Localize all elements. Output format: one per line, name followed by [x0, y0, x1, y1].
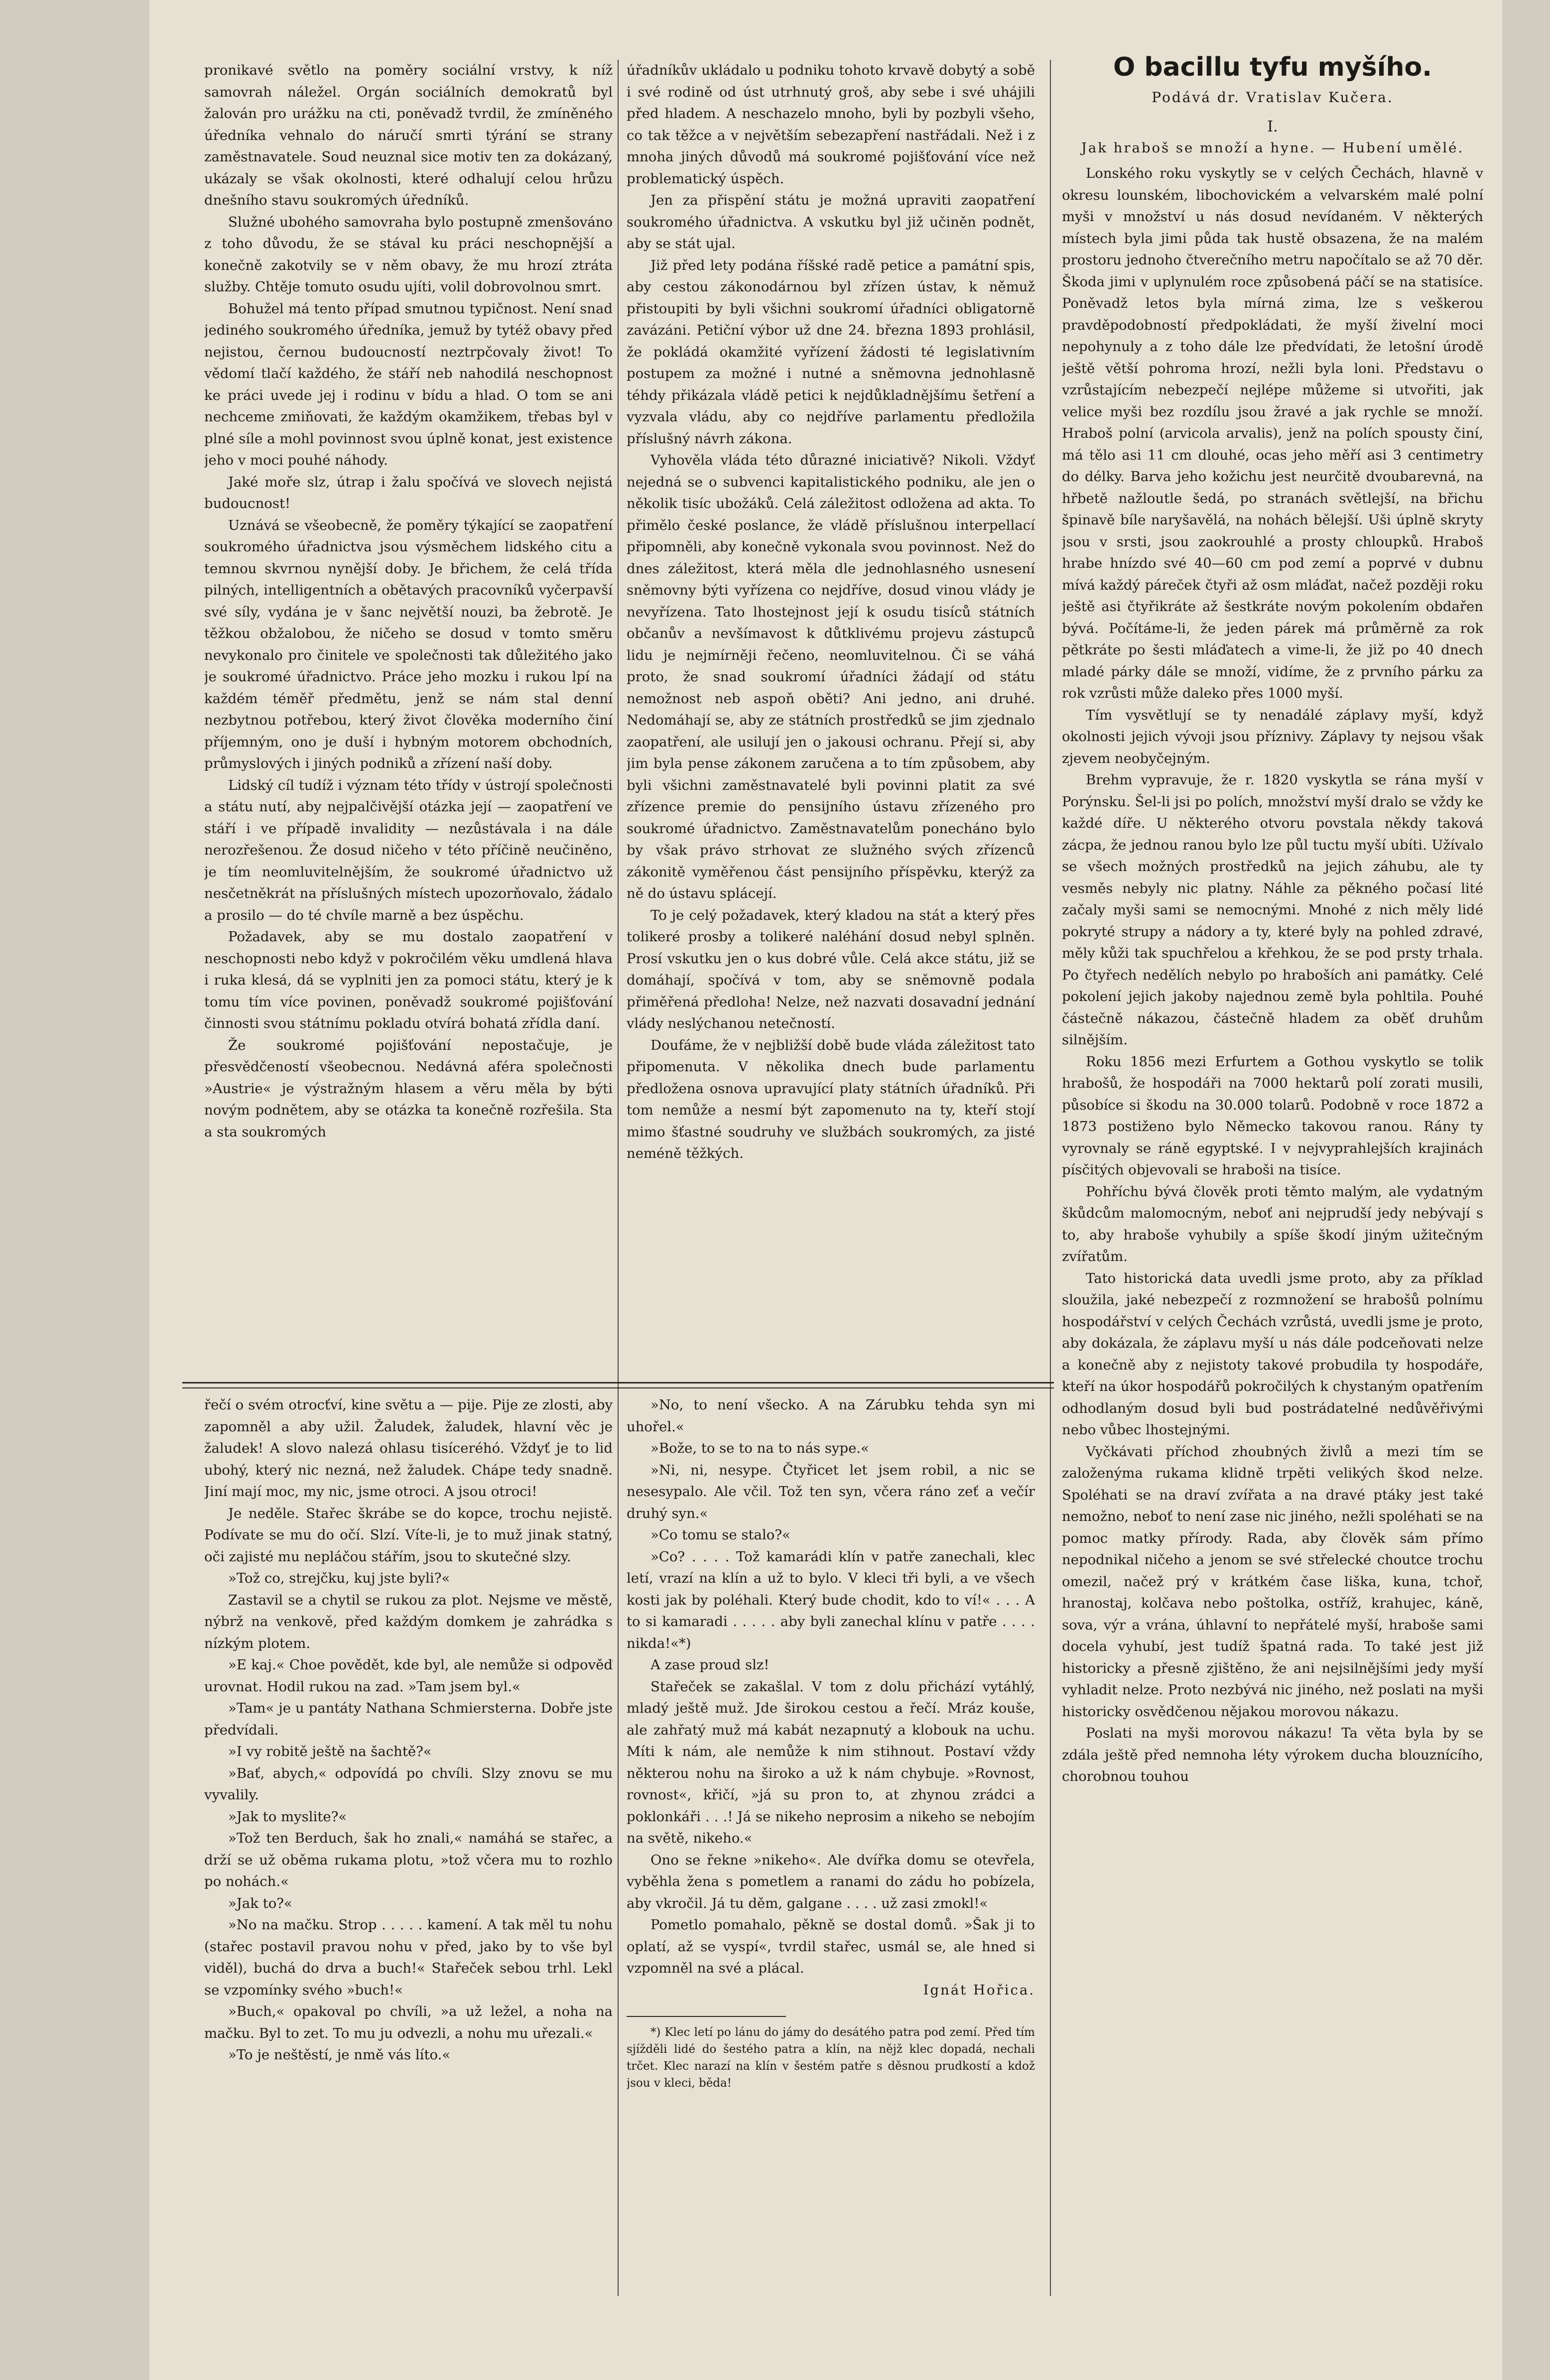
paragraph: »Ni, ni, nesype. Čtyřicet let jsem robil, a nic se nesesypalo. Ale včil. Tož ten syn, včera ráno zeť a večír druhý syn.« [627, 1462, 1035, 1521]
paragraph: »Co? . . . . Tož kamarádi klín v patře zanechali, klec letí, vrazí na klín a už to bylo. V kleci tři byli, a ve všech kosti jak by poléhali. Který bude chodit, kdo to ví!« . . . A to si kamaradi . . . . . aby byli zanechal klínu v patře . . . . nikda!«*) [627, 1548, 1035, 1651]
paragraph: Pometlo pomahalo, pěkně se dostal domů. »Šak ji to oplatí, až se vyspí«, tvrdil stařec, usmál se, ale hned si vzpomněl na své a plácal. [627, 1917, 1035, 1976]
paragraph: úřadníkův ukládalo u podniku tohoto krvavě dobytý a sobě i své rodině od úst utrhnutý groš, aby sebe i své uhájili před hladem. A neschazelo mnoho, byli by pozbyli všeho, co tak těžce a v největším sebezapření nastřádali. Než i z mnoha jiných důvodů má soukromé pojišťování více než problematický úspěch. [627, 62, 1035, 187]
paragraph: »I vy robitě ještě na šachtě?« [228, 1744, 432, 1759]
article-title: O bacillu tyfu myšího. [1113, 52, 1432, 82]
column-1-upper [204, 60, 613, 1375]
author-signature: Ignát Hořica. [923, 1982, 1035, 1998]
column-divider-1 [618, 60, 619, 2296]
paragraph: Jaké moře slz, útrap i žalu spočívá ve slovech nejistá budoucnost! [204, 474, 613, 511]
paragraph: Poslati na myši morovou nákazu! Ta věta byla by se zdála ještě před nemnoha léty výrokem ducha blouznícího, chorobnou touhou [1062, 1725, 1483, 1784]
paragraph: Jen za přispění státu je možná upraviti zaopatření soukromého úřadnictva. A vskutku byl již učiněn podnět, aby se stát ujal. [627, 192, 1035, 251]
column-1-lower [204, 1394, 613, 2371]
paragraph: »Bože, to se to na to nás sype.« [650, 1440, 869, 1456]
paragraph: »Buch,« opakoval po chvíli, »a už ležel, a noha na mačku. Byl to zet. To mu ju odvezli, a nohu mu uřezali.« [204, 2004, 613, 2041]
paragraph: »Co tomu se stalo?« [650, 1527, 790, 1543]
section-subhead: Jak hraboš se množí a hyne. — Hubení umělé. [1081, 140, 1464, 156]
paragraph: »Jak to myslite?« [228, 1808, 347, 1825]
paragraph: Lidský cíl tudíž i význam této třídy v ústrojí společnosti a státu nutí, aby nejpalčivější otázka její — zaopatření ve stáří i ve případě invalidity — nezůstávala i na dále nerozřešenou. Že dosud ničeho v této příčině neučiněno, je tím neomluvitelnějším, že soukromé úřadnictvo už nesčetněkrát na příslušných místech upozorňovalo, žádalo a prosilo — do té chvíle marně a bez úspěchu. [204, 777, 613, 923]
paragraph: řečí o svém otrocťví, kine světu a — pije. Pije ze zlosti, aby zapomněl a aby užil. Žaludek, žaludek, hlavní věc je žaludek! A slovo nalezá ohlasu tisíceréhó. Vždyť je to lid ubohý, který nic nezná, než žaludek. Chápe tedy snadně. Jiní mají moc, my nic, jsme otroci. A jsou otroci! [204, 1397, 613, 1500]
paragraph: Je neděle. Stařec škrábe se do kopce, trochu nejistě. Podívate se mu do očí. Slzí. Víte-li, je to muž jinak statný, oči zajisté mu nepláčou stářím, jsou to skutečné slzy. [204, 1505, 613, 1565]
paragraph: »Tož co, strejčku, kuj jste byli?« [228, 1570, 450, 1586]
paragraph: Již před lety podána říšské radě petice a památní spis, aby cestou zákonodárnou byl zřízen ústav, k němuž přistoupiti by byli všichni soukromí úřadníci obligatorně zavázáni. Petiční výbor už dne 24. března 1893 prohlásil, že pokládá okamžité vyřízení žádosti té legislativním postupem za možné i nutné a sněmovna jednohlasně téhdy přikázala vládě petici k nejdůkladnějšímu šetření a vyzvala vládu, aby co nejdříve parlamentu předložila příslušný návrh zákona. [627, 257, 1035, 447]
column-2-lower [627, 1394, 1035, 2371]
section-number: I. [1267, 118, 1278, 135]
paragraph: Stařeček se zakašlal. V tom z dolu přichází vytáhlý, mladý ještě muž. Jde širokou cestou a řečí. Mráz kouše, ale zahřatý muž má kabát nezapnutý a klobouk na uchu. Míti k nám, ale nemůže k nim stihnout. Postaví vždy některou nohu na široko a už k nám chybuje. »Rovnost, rovnost«, křičí, »já su pron to, at zhynou zrádci a poklonkáři . . .! Já se nikeho neprosim a nikeho se nebojím na světě, nikeho.« [627, 1678, 1035, 1846]
column-2-upper [627, 60, 1035, 1375]
left-scan-margin [0, 0, 149, 2380]
paragraph: Že soukromé pojišťování nepostačuje, je přesvědčeností všeobecnou. Nedávná aféra společnosti »Austrie« je výstražným hlasem a věru měla by býti novým podnětem, aby se otázka ta konečně rozřešila. Sta a sta soukromých [204, 1037, 613, 1140]
article-byline: Podává dr. Vratislav Kučera. [1152, 89, 1394, 106]
paragraph: Brehm vypravuje, že r. 1820 vyskytla se rána myší v Porýnsku. Šel-li jsi po polích, množství myší dralo se vždy ke každé díře. U některého otvoru povstala někdy taková zácpa, že jednou ranou bylo lze půl tuctu myší ubíti. Užívalo se všech možných prostředků na jejich záhubu, ale ty vesměs nebyly nic platny. Náhle za pěkného počasí lité začaly myši sami se nemocnými. Mnohé z nich měly lidé pokryté strupy a nádory a ty, které byly na pohled zdravé, měly kůži tak spuchřelou a křehkou, že se pod prsty trhala. Po čtyřech nedělích nebylo po hraboších ani památky. Celé pokolení jejich jakoby najednou země byla pohltila. Pouhé částečně nákazou, částečně hladem za oběť druhům silnějším. [1062, 772, 1483, 1048]
paragraph: »Tam« je u pantáty Nathana Schmiersterna. Dobře jste předvídali. [204, 1700, 613, 1738]
paragraph: Zastavil se a chytil se rukou za plot. Nejsme ve městě, nýbrž na venkově, před každým domkem je zahrádka s nízkým plotem. [204, 1592, 613, 1651]
paragraph: Bohužel má tento případ smutnou typičnost. Není snad jediného soukromého úředníka, jemuž by tytéž obavy před nejistou, černou budoucností neztrpčovaly život! To vědomí tlačí každého, že stáří neb nahodilá neschopnost ke práci uvede jej i rodinu v bídu a hlad. O tom se ani nechceme zmiňovati, že každým okamžikem, třebas byl v plné síle a mohl povinnost svou úplně konat, jest existence jeho v moci pouhé náhody. [204, 300, 613, 468]
paragraph: Tím vysvětlují se ty nenadálé záplavy myší, když okolnosti jejich vývoji jsou příznivy. Záplavy ty nejsou však zjevem neobyčejným. [1062, 707, 1483, 766]
paragraph: To je celý požadavek, který kladou na stát a který přes tolikeré prosby a tolikeré naléhání dosud nebyl splněn. Prosí vskutku jen o kus dobré vůle. Celá akce státu, již se domáhají, spočívá v tom, aby se sněmovně podala přiměřená předloha! Nelze, než nazvati dosavadní jednání vlády neslýchanou netečností. [627, 907, 1035, 1031]
footnote-rule [627, 2016, 786, 2017]
article-body [1062, 163, 1483, 1788]
paragraph: Požadavek, aby se mu dostalo zaopatření v neschopnosti nebo když v pokročilém věku umdlená hlava i ruka klesá, dá se vyplniti jen za pomoci státu, který je k tomu tím více povinen, poněvadž soukromé pojišťování činnosti svou státnímu pokladu otvírá bohatá zřídla daní. [204, 929, 613, 1031]
footnote: *) Klec letí po lánu do jámy do desátého patra pod zemí. Před tím sjížděli lidé do šestého patra a klín, na nějž klec dopadá, nechali trčet. Klec narazí na klín v šestém patře s děsnou prudkostí a kdož jsou v kleci, běda! [627, 2026, 1035, 2090]
paragraph: »No, to není všecko. A na Zárubku tehda syn mi uhořel.« [627, 1397, 1035, 1435]
paragraph: Lonského roku vyskytly se v celých Čechách, hlavně v okresu lounském, libochovickém a velvarském malé polní myši v množství u nás dosud nevídaném. V některých místech byla jimi půda tak hustě obsazena, že na malém prostoru jednoho čtverečního metru napočítalo se až 70 děr. Škoda jimi v uplynulém roce způsobená páčí se na statisíce. Poněvadž letos byla mírná zima, lze s veškerou pravděpodobností předpokládati, že myší živelní moci nepohynuly a z toho dále lze předvídati, že letošní úrodě ještě větší pohroma hrozí, nežli byla loni. Představu o vzrůstajícím nebezpečí nejlépe můžeme si utvořiti, jak velice myši bez rozdílu jsou žravé a jak rychle se množí. Hraboš polní (arvicola arvalis), jenž na polích spousty činí, má tělo asi 11 cm dlouhé, ocas jeho měří asi 3 centimetry do délky. Barva jeho kožichu jest neurčitě dvoubarevná, na hřbetě nažloutle šedá, po stranách světlejší, na břichu špinavě bíle naryšavělá, na nohách bělejší. Uši úplně skryty jsou v srsti, jsou zaokrouhlé a prosty chloupků. Hraboš hrabe hnízdo své 40—60 cm pod zemí a poprvé v dubnu mívá každý páreček čtyři až osm mláďat, načež později roku ještě asi čtyřikráte až šestkráte novým pokolením obdařen bývá. Počítáme-li, že jeden párek má průměrně za rok pětkráte po šesti mláďatech a vime-li, že již po 40 dnech mladé párky dále se množí, vidíme, že z prvního párku za rok vzrůsti může daleko přes 1000 myší. [1062, 165, 1483, 701]
feuilleton-separator [182, 1382, 1054, 1388]
paragraph: »No na mačku. Strop . . . . . kamení. A tak měl tu nohu (stařec postavil pravou nohu v před, jako by to vše byl viděl), buchá do drva a buch!« Stařeček sebou trhl. Lekl se vzpomínky svého »buch!« [204, 1917, 613, 1998]
paragraph: Doufáme, že v nejbližší době bude vláda záležitost tato připomenuta. V několika dnech bude parlamentu předložena osnova upravující platy státních úřadníků. Při tom nemůže a nesmí být zapomenuto na ty, kteří stojí mimo šťastné soudruhy ve službách soukromých, za jisté neméně těžkých. [627, 1037, 1035, 1161]
paragraph: Ono se řekne »nikeho«. Ale dvířka domu se otevřela, vyběhla žena s pometlem a ranami do zádu ho pobízela, aby vkročil. Já tu děm, galgane . . . . už zasi zmokl!« [627, 1852, 1035, 1911]
paragraph: A zase proud slz! [650, 1657, 770, 1673]
column-divider-2 [1050, 60, 1051, 2296]
right-scan-margin [1502, 0, 1550, 2380]
paragraph: Služné ubohého samovraha bylo postupně zmenšováno z toho důvodu, že se stával ku práci neschopnější a konečně zakotvily se v něm obavy, že mu hrozí ztráta služby. Chtěje tomuto osudu ujíti, volil dobrovolnou smrt. [204, 214, 613, 295]
paragraph: »Tož ten Berduch, šak ho znali,« namáhá se stařec, a drží se už oběma rukama plotu, »tož včera mu to rozhlo po nohách.« [204, 1830, 613, 1889]
paragraph: Tato historická data uvedli jsme proto, aby za příklad sloužila, jaké nebezpečí z rozmnožení se hrabošů polnímu hospodářství v celých Čechách vzrůstá, uvedli jsme je proto, aby dokázala, že záplavu myší u nás dále podceňovati nelze a konečně aby z nejistoty takové probudila ty hospodáře, kteří na úkor hospodářů pokročilých k chystaným opatřením odhodlaným dosud byli bud postrádatelné nedůvěřivými nebo vůbec lhostejnými. [1062, 1270, 1483, 1438]
paragraph: Vyčkávati příchod zhoubných živlů a mezi tím se založenýma rukama klidně trpěti velikých škod nelze. Spoléhati se na draví zvířata a na dravé ptáky jest také nemožno, neboť to není zase nic jiného, nežli spoléhati se na pomoc matky přírody. Rada, aby člověk sám přímo nepodnikal ničeho a jenom se své střelecké choutce trochu omezil, načež prý v krátkém čase liška, kuna, tchoř, hranostaj, kolčava nebo poštolka, ostříž, krahujec, káně, sova, výr a vrána, úhlavní to nepřátelé myší, hraboše sami docela vyhubí, jest tudíž špatná rada. To také jest již historicky a přesně zjištěno, že ani nejsilnějšími jedy myší vyhladit nelze. Proto nezbývá nic jiného, než poslati na myši historicky osvědčenou nějakou morovou nákazu. [1062, 1443, 1483, 1720]
paragraph: »E kaj.« Choe povědět, kde byl, ale nemůže si odpověď urovnat. Hodil rukou na zad. »Tam jsem byl.« [204, 1657, 613, 1695]
paragraph: Uznává se všeobecně, že poměry týkající se zaopatření soukromého úřadnictva jsou výsměchem lidského citu a temnou skvrnou nynější doby. Je břichem, že celá třída pilných, intelligentních a obětavých pracovníků vyčerpavší své síly, vydána je v šanc největší nouzi, ba žebrotě. Je těžkou obžalobou, že ničeho se dosud v tomto směru nevykonalo pro činitele ve společnosti tak důležitého jako je soukromé úřadnictvo. Práce jeho mozku i rukou lpí na každém téměř předmětu, jenž se nám stal denní nezbytnou potřebou, který život člověka moderního činí příjemným, ono je duší i hybným motorem obchodních, průmyslových i jiných podniků a zřízení naší doby. [204, 517, 613, 771]
paragraph: Roku 1856 mezi Erfurtem a Gothou vyskytlo se tolik hrabošů, že hospodáři na 7000 hektarů polí zorati musili, působíce si škodu na 30.000 tolarů. Podobně v roce 1872 a 1873 postiženo bylo Německo takovou ranou. Rány ty vyrovnaly se ráně egyptské. I v nejvyprahlejších krajinách písčitých objevovali se hraboši na tisíce. [1062, 1053, 1483, 1178]
paragraph: Vyhověla vláda této důrazné iniciativě? Nikoli. Vždyť nejedná se o subvenci kapitalistického podniku, ale jen o několik tisíc ubožáků. Celá záležitost odložena ad akta. To přimělo české poslance, že vládě příslušnou interpellací připomněli, aby konečně vykonala svou povinnost. Než do dnes záležitost, která měla dle jednohlasného usnesení sněmovny býti vyřízena co nejdříve, dosud vinou vlády je nevyřízena. Tato lhostejnost její k osudu tisíců státních občanův a nevšímavost k důtklivému projevu zástupců lidu je nejmírněji řečeno, neomluvitelnou. Či se váhá proto, že snad soukromí úřadníci žádají od státu nemožnost neb aspoň oběti? Ani jedno, ani druhé. Nedomáhají se, aby ze státních prostředků se jim zjednalo zaopatření, ale usilují jen o jakousi ochranu. Přejí si, aby jim byla pense zákonem zaručena a to tím způsobem, aby byli všichni zaměstnavatelé byli povinni platit za své zřízence premie do pensijního ústavu zřízeného pro soukromé úřadnictvo. Zaměstnavatelům ponecháno bylo by však právo strhovat ze služného svých zřízenců zákonitě vyměřenou část pensijního příspěvku, kterýž za ně do ústavu splácejí. [627, 452, 1035, 901]
paragraph: »To je neštěstí, je nmě vás líto.« [228, 2047, 451, 2063]
paragraph: »Jak to?« [228, 1895, 292, 1911]
paragraph: Pohříchu bývá člověk proti těmto malým, ale vydatným škůdcům malomocným, neboť ani nejprudší jedy nebývají s to, aby hraboše vyhubily a spíše škodí jiným užitečným zvířatům. [1062, 1183, 1483, 1264]
article-column [1062, 50, 1483, 2351]
paragraph: »Bať, abych,« odpovídá po chvíli. Slzy znovu se mu vyvalily. [204, 1765, 613, 1803]
paragraph: pronikavé světlo na poměry sociální vrstvy, k níž samovrah náležel. Orgán sociálních demokratů byl žalován pro urážku na cti, poněvadž tvrdil, že zmíněného úředníka vehnalo do náručí smrti týrání se strany zaměstnavatele. Soud neuznal sice motiv ten za dokázaný, ukázaly se však okolnosti, které odhalují celou hrůzu dnešního stavu soukromých úředníků. [204, 62, 613, 208]
